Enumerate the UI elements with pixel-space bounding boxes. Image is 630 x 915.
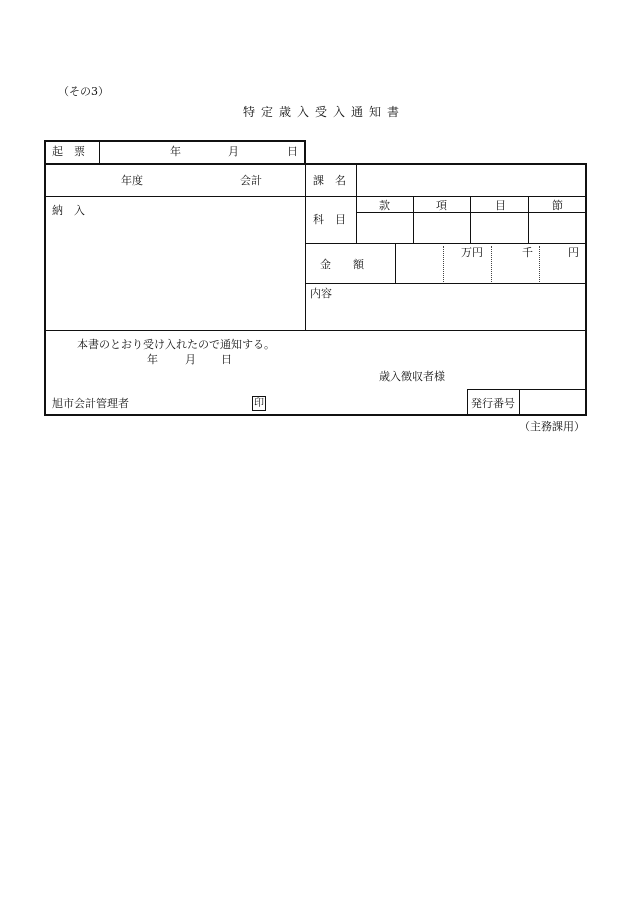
kihyo-year-label: 年 bbox=[170, 145, 181, 158]
seal-mark: 印 bbox=[254, 398, 264, 409]
notice-top-line bbox=[45, 330, 586, 331]
kingaku-bottom-line bbox=[306, 283, 586, 284]
amount-dotted-line-2 bbox=[491, 246, 492, 282]
kamoku-col-setsu: 節 bbox=[552, 199, 563, 212]
amount-dotted-line-1 bbox=[443, 246, 444, 282]
naiyo-label: 内容 bbox=[310, 287, 332, 300]
kamei-label: 課 名 bbox=[313, 174, 346, 187]
nendo-label: 年度 bbox=[121, 174, 143, 187]
notice-date-month: 月 bbox=[185, 353, 196, 366]
amount-unit-sen: 千 bbox=[522, 246, 533, 259]
page-title: 特定歳入受入通知書 bbox=[243, 105, 406, 119]
kingaku-label: 金 額 bbox=[320, 258, 364, 271]
amount-dotted-line-3 bbox=[539, 246, 540, 282]
kaikei-label: 会計 bbox=[240, 174, 262, 187]
notice-text: 本書のとおり受け入れたので通知する。 bbox=[77, 338, 275, 351]
kamoku-bottom-line bbox=[306, 243, 586, 244]
kamoku-col-divider-1 bbox=[413, 197, 414, 244]
notice-date-day: 日 bbox=[221, 353, 232, 366]
kamoku-col-divider-2 bbox=[470, 197, 471, 244]
kamoku-header-line bbox=[356, 212, 586, 213]
kamoku-col-ko: 項 bbox=[436, 199, 447, 212]
kihyo-label: 起 票 bbox=[52, 145, 85, 158]
amount-unit-en: 円 bbox=[568, 246, 579, 259]
main-column-divider bbox=[305, 164, 306, 330]
recipient-text: 歳入徴収者様 bbox=[379, 370, 445, 383]
amount-unit-man: 万円 bbox=[461, 246, 483, 259]
kihyo-month-label: 月 bbox=[228, 145, 239, 158]
nonyu-label: 納 入 bbox=[52, 204, 85, 217]
label-column-divider bbox=[356, 164, 357, 244]
issuer-text: 旭市会計管理者 bbox=[52, 397, 129, 410]
kamoku-label: 科 目 bbox=[313, 213, 346, 226]
kamoku-col-moku: 目 bbox=[495, 199, 506, 212]
hakko-bango-divider bbox=[519, 389, 520, 415]
row1-bottom-line bbox=[45, 196, 586, 197]
kihyo-day-label: 日 bbox=[287, 145, 298, 158]
form-number: （その3） bbox=[58, 85, 109, 98]
hakko-bango-label: 発行番号 bbox=[471, 397, 515, 410]
kingaku-divider bbox=[395, 244, 396, 283]
kamoku-col-divider-3 bbox=[528, 197, 529, 244]
kihyo-divider bbox=[99, 140, 100, 165]
kamoku-col-kan: 款 bbox=[379, 199, 390, 212]
department-label: （主務課用） bbox=[519, 420, 585, 433]
notice-date-year: 年 bbox=[147, 353, 158, 366]
